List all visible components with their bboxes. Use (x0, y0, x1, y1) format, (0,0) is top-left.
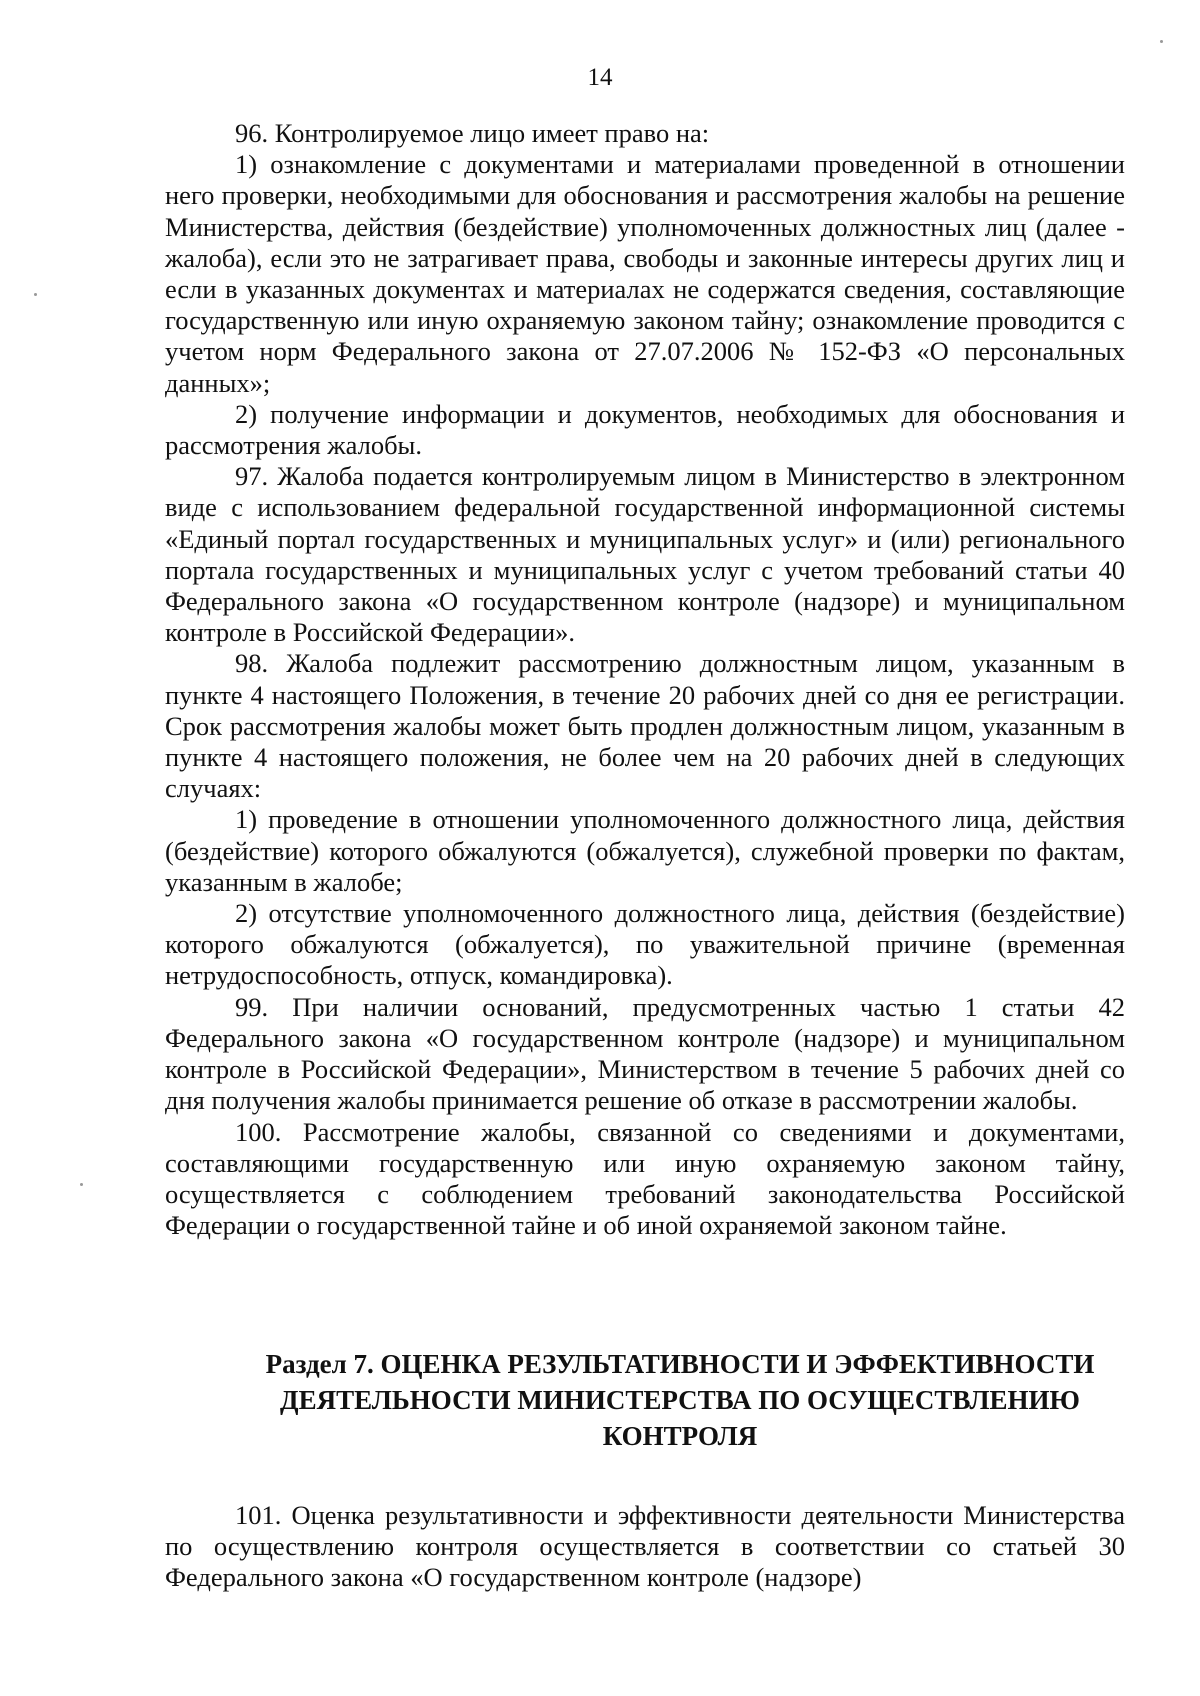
page-number: 14 (587, 64, 613, 91)
section-heading (230, 1346, 1130, 1454)
body-text (165, 118, 1125, 1241)
paragraph-96-item-1: 1) ознакомление с документами и материалами проведенной в отношении него проверки, необходимыми для обоснования и рассмотрения жалобы на решение Министерства, действия (бездействие) уполномоченных должностных лиц (далее - жалоба), если это не затрагивает права, свободы и законные интересы других лиц и если в указанных документах и материалах не содержатся сведения, составляющие государственную или иную охраняемую законом тайну; ознакомление проводится с учетом норм Федерального закона от 27.07.2006 № 152-ФЗ «О персональных данных»; (165, 149, 1125, 398)
paragraph-98-item-1: 1) проведение в отношении уполномоченного должностного лица, действия (бездействие) которого обжалуются (обжалуется), служебной проверки по фактам, указанным в жалобе; (165, 804, 1125, 897)
body-text-continued (165, 1500, 1125, 1594)
paragraph-98: 98. Жалоба подлежит рассмотрению должностным лицом, указанным в пункте 4 настоящего Положения, в течение 20 рабочих дней со дня ее регистрации. Срок рассмотрения жалобы может быть продлен должностным лицом, указанным в пункте 4 настоящего положения, не более чем на 20 рабочих дней в следующих случаях: (165, 648, 1125, 804)
paragraph-97: 97. Жалоба подается контролируемым лицом в Министерство в электронном виде с использованием федеральной государственной информационной системы «Единый портал государственных и муниципальных услуг» и (или) регионального портала государственных и муниципальных услуг с учетом требований статьи 40 Федерального закона «О государственном контроле (надзоре) и муниципальном контроле в Российской Федерации». (165, 461, 1125, 648)
paragraph-96: 96. Контролируемое лицо имеет право на: (235, 118, 710, 148)
scan-speck (34, 293, 37, 296)
paragraph-96-item-2: 2) получение информации и документов, необходимых для обоснования и рассмотрения жалобы. (165, 398, 1125, 461)
section-heading-line-3: КОНТРОЛЯ (602, 1421, 758, 1451)
paragraph-100: 100. Рассмотрение жалобы, связанной со сведениями и документами, составляющими государственную или иную охраняемую законом тайну, осуществляется с соблюдением требований законодательства Российской Федерации о государственной тайне и об иной охраняемой законом тайне. (165, 1116, 1125, 1241)
scan-speck (80, 1183, 83, 1186)
paragraph-99: 99. При наличии оснований, предусмотренных частью 1 статьи 42 Федерального закона «О государственном контроле (надзоре) и муниципальном контроле в Российской Федерации», Министерством в течение 5 рабочих дней со дня получения жалобы принимается решение об отказе в рассмотрении жалобы. (165, 991, 1125, 1116)
section-heading-line-1: Раздел 7. ОЦЕНКА РЕЗУЛЬТАТИВНОСТИ И ЭФФЕКТИВНОСТИ (265, 1349, 1095, 1379)
section-heading-line-2: ДЕЯТЕЛЬНОСТИ МИНИСТЕРСТВА ПО ОСУЩЕСТВЛЕНИЮ (280, 1385, 1080, 1415)
scan-speck (1160, 40, 1163, 43)
paragraph-101: 101. Оценка результативности и эффективности деятельности Министерства по осуществлению контроля осуществляется в соответствии со статьей 30 Федерального закона «О государственном контроле (надзоре) (165, 1500, 1125, 1593)
paragraph-98-item-2: 2) отсутствие уполномоченного должностного лица, действия (бездействие) которого обжалуются (обжалуется), по уважительной причине (временная нетрудоспособность, отпуск, командировка). (165, 898, 1125, 991)
